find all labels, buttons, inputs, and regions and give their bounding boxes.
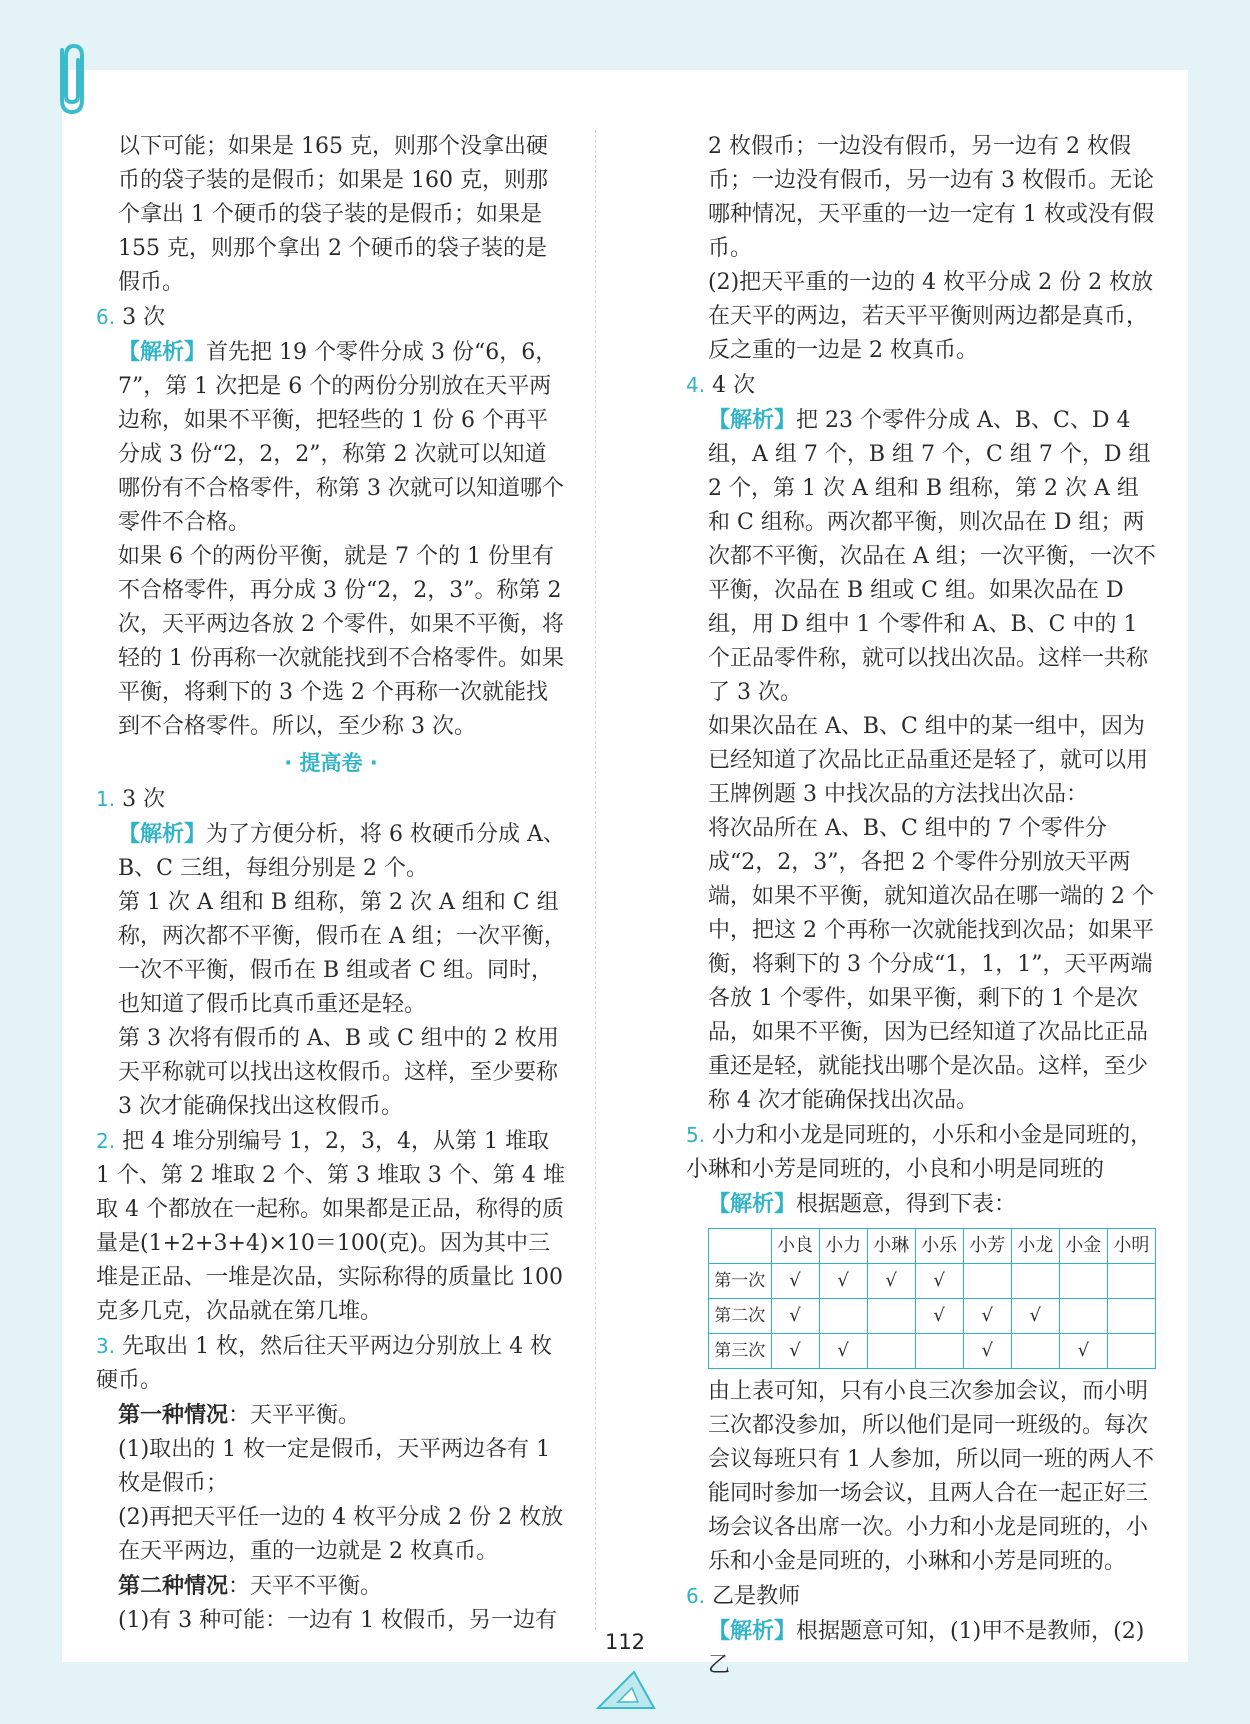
question-number: 3. — [96, 1334, 116, 1358]
answer-text: 小力和小龙是同班的，小乐和小金是同班的，小琳和小芳是同班的，小良和小明是同班的 — [686, 1123, 1153, 1182]
paragraph: 将次品所在 A、B、C 组中的 7 个零件分成“2，2，3”，各把 2 个零件分别放天平两端，如果不平衡，就知道次品在哪一端的 2 个中，把这 2 个再称一次就能找到次品；如果平衡，将剩下的 3 个分成“1，1，1”，天平两端各放 1 个零件，如果平衡，剩下的 1 个是次品，如果不平衡，因为已经知道了次品比正品重还是轻，就能找出哪个是次品。这样，至少称 4 次才能确保找出次品。 — [708, 816, 1154, 1113]
analysis-text: 把 23 个零件分成 A、B、C、D 4 组，A 组 7 个，B 组 7 个，C 组 7 个，D 组 2 个，第 1 次 A 组和 B 组称，第 2 次 A 组和 C 组称。两次都平衡，则次品在 D 组；两次都不平衡，次品在 A 组；一次平衡，一次不平衡，次品在 B 组或 C 组。如果次品在 D 组，用 D 组中 1 个零件和 A、B、C 中的 1 个正品零件称，就可以找出次品。这样一共称了 3 次。 — [708, 408, 1156, 705]
table-row — [709, 1334, 1156, 1369]
paragraph: 以下可能；如果是 165 克，则那个没拿出硬币的袋子装的是假币；如果是 160 克，则那个拿出 1 个硬币的袋子装的是假币；如果是 155 克，则那个拿出 2 个硬币的袋子装的是假币。 — [118, 134, 548, 295]
case-two — [96, 1569, 566, 1604]
question-number: 5. — [686, 1123, 706, 1147]
analysis — [96, 335, 566, 540]
table-cell: 小龙 — [1011, 1229, 1059, 1264]
table-cell: 小金 — [1059, 1229, 1107, 1264]
section-title: · 提高卷 · — [284, 751, 378, 775]
table-row — [709, 1299, 1156, 1334]
question-5 — [686, 1118, 1156, 1187]
answer-text: 乙是教师 — [705, 1584, 801, 1609]
analysis — [686, 1187, 1156, 1222]
answer-text: 4 次 — [705, 373, 756, 398]
question-number: 6. — [96, 305, 116, 329]
paperclip-icon — [48, 40, 92, 118]
answer-text: 3 次 — [115, 305, 166, 330]
table-cell — [1059, 1264, 1107, 1299]
question-number: 4. — [686, 373, 706, 397]
table-cell: √ — [819, 1334, 867, 1369]
paragraph: 第 1 次 A 组和 B 组称，第 2 次 A 组和 C 组称，两次都不平衡，假币在 A 组；一次平衡，一次不平衡，假币在 B 组或者 C 组。同时，也知道了假币比真币重还是轻。 — [118, 890, 566, 1017]
column-divider — [595, 130, 596, 1630]
table-cell: √ — [1059, 1334, 1107, 1369]
table-cell: √ — [963, 1299, 1011, 1334]
right-column — [686, 130, 1156, 1683]
case-one — [96, 1398, 566, 1433]
table-cell — [1059, 1299, 1107, 1334]
table-cell: √ — [819, 1264, 867, 1299]
paragraph: (2)再把天平任一边的 4 枚平分成 2 份 2 枚放在天平两边，重的一边就是 2 枚真币。 — [118, 1505, 564, 1564]
table-cell: 小芳 — [963, 1229, 1011, 1264]
table-row — [709, 1264, 1156, 1299]
table-cell: 第一次 — [709, 1264, 772, 1299]
paragraph: (2)把天平重的一边的 4 枚平分成 2 份 2 枚放在天平的两边，若天平平衡则两边都是真币，反之重的一边是 2 枚真币。 — [708, 270, 1154, 363]
case-label: 第二种情况 — [118, 1573, 229, 1599]
table-cell — [1107, 1334, 1155, 1369]
paragraph: 第 3 次将有假币的 A、B 或 C 组中的 2 枚用天平称就可以找出这枚假币。这样，至少要称 3 次才能确保找出这枚假币。 — [118, 1026, 559, 1119]
table-cell: 小明 — [1107, 1229, 1155, 1264]
table-cell — [819, 1299, 867, 1334]
table-cell — [1011, 1264, 1059, 1299]
question-1 — [96, 782, 566, 817]
paragraph: 由上表可知，只有小良三次参加会议，而小明三次都没参加，所以他们是同一班级的。每次会议每班只有 1 人参加，所以同一班的两人不能同时参加一场会议，且两人合在一起正好三场会议各出席一次。小力和小龙是同班的，小乐和小金是同班的，小琳和小芳是同班的。 — [708, 1379, 1154, 1574]
table-cell — [1011, 1334, 1059, 1369]
paragraph: 如果次品在 A、B、C 组中的某一组中，因为已经知道了次品比正品重还是轻了，就可以用王牌例题 3 中找次品的方法找出次品： — [708, 714, 1149, 807]
table-header-row — [709, 1229, 1156, 1264]
analysis-text: 为了方便分析，将 6 枚硬币分成 A、B、C 三组，每组分别是 2 个。 — [118, 822, 565, 881]
table-cell — [1107, 1264, 1155, 1299]
table-cell — [963, 1264, 1011, 1299]
question-2 — [96, 1124, 566, 1329]
question-4 — [686, 368, 1156, 403]
table-cell: 小力 — [819, 1229, 867, 1264]
table-cell: √ — [1011, 1299, 1059, 1334]
answer-text: 把 4 堆分别编号 1，2，3，4，从第 1 堆取 1 个、第 2 堆取 2 个、第 3 堆取 3 个、第 4 堆取 4 个都放在一起称。如果都是正品，称得的质量是(1+2+3+4)×10＝100(克)。因为其中三堆是正品、一堆是次品，实际称得的质量比 100 克多几克，次品就在第几堆。 — [96, 1129, 565, 1324]
table-cell: 小乐 — [915, 1229, 963, 1264]
left-column — [96, 130, 566, 1638]
set-square-icon — [594, 1668, 658, 1712]
paragraph: 如果 6 个的两份平衡，就是 7 个的 1 份里有不合格零件，再分成 3 份“2，2，3”。称第 2 次，天平两边各放 2 个零件，如果不平衡，将轻的 1 份再称一次就能找到不合格零件。如果平衡，将剩下的 3 个选 2 个再称一次就能找到不合格零件。所以，至少称 3 次。 — [118, 544, 564, 739]
table-cell — [915, 1334, 963, 1369]
table-cell: 小琳 — [867, 1229, 915, 1264]
table-cell — [867, 1299, 915, 1334]
analysis — [686, 403, 1156, 710]
question-number: 1. — [96, 787, 116, 811]
table-cell: √ — [771, 1264, 819, 1299]
table-cell — [1107, 1299, 1155, 1334]
question-number: 6. — [686, 1584, 706, 1608]
case-text: ：天平平衡。 — [228, 1403, 361, 1428]
table-cell: 第二次 — [709, 1299, 772, 1334]
table-cell: √ — [915, 1299, 963, 1334]
question-number: 2. — [96, 1129, 116, 1153]
question-6 — [96, 300, 566, 335]
analysis-tag: 【解析】 — [118, 339, 207, 365]
attendance-table — [708, 1228, 1156, 1369]
table-cell: √ — [915, 1264, 963, 1299]
answer-text: 3 次 — [115, 787, 166, 812]
table-cell: √ — [771, 1334, 819, 1369]
paragraph: 2 枚假币；一边没有假币，另一边有 2 枚假币；一边没有假币，另一边有 3 枚假币。无论哪种情况，天平重的一边一定有 1 枚或没有假币。 — [708, 134, 1154, 261]
analysis-text: 首先把 19 个零件分成 3 份“6，6，7”，第 1 次把是 6 个的两份分别放在天平两边称，如果不平衡，把轻些的 1 份 6 个再平分成 3 份“2，2，2”，称第 2 次就可以知道哪份有不合格零件，称第 3 次就可以知道哪个零件不合格。 — [118, 340, 564, 535]
table-cell: √ — [867, 1264, 915, 1299]
table-cell: √ — [771, 1299, 819, 1334]
analysis-tag: 【解析】 — [708, 407, 797, 433]
table-cell: √ — [963, 1334, 1011, 1369]
analysis-tag: 【解析】 — [708, 1618, 797, 1644]
analysis-tag: 【解析】 — [708, 1191, 797, 1217]
table-cell: 小良 — [771, 1229, 819, 1264]
analysis-tag: 【解析】 — [118, 821, 207, 847]
question-6 — [686, 1579, 1156, 1614]
analysis-text: 根据题意可知，(1)甲不是教师，(2)乙 — [708, 1619, 1145, 1678]
table-cell: 第三次 — [709, 1334, 772, 1369]
analysis — [96, 817, 566, 886]
table-cell — [709, 1229, 772, 1264]
analysis-text: 根据题意，得到下表： — [796, 1192, 1017, 1217]
paragraph: (1)有 3 种可能：一边有 1 枚假币，另一边有 — [118, 1608, 558, 1633]
case-label: 第一种情况 — [118, 1402, 229, 1428]
case-text: ：天平不平衡。 — [228, 1574, 383, 1599]
answer-text: 先取出 1 枚，然后往天平两边分别放上 4 枚硬币。 — [96, 1334, 553, 1393]
paragraph: (1)取出的 1 枚一定是假币，天平两边各有 1 枚是假币； — [118, 1437, 551, 1496]
table-cell — [867, 1334, 915, 1369]
page-number: 112 — [604, 1630, 646, 1654]
question-3 — [96, 1329, 566, 1398]
